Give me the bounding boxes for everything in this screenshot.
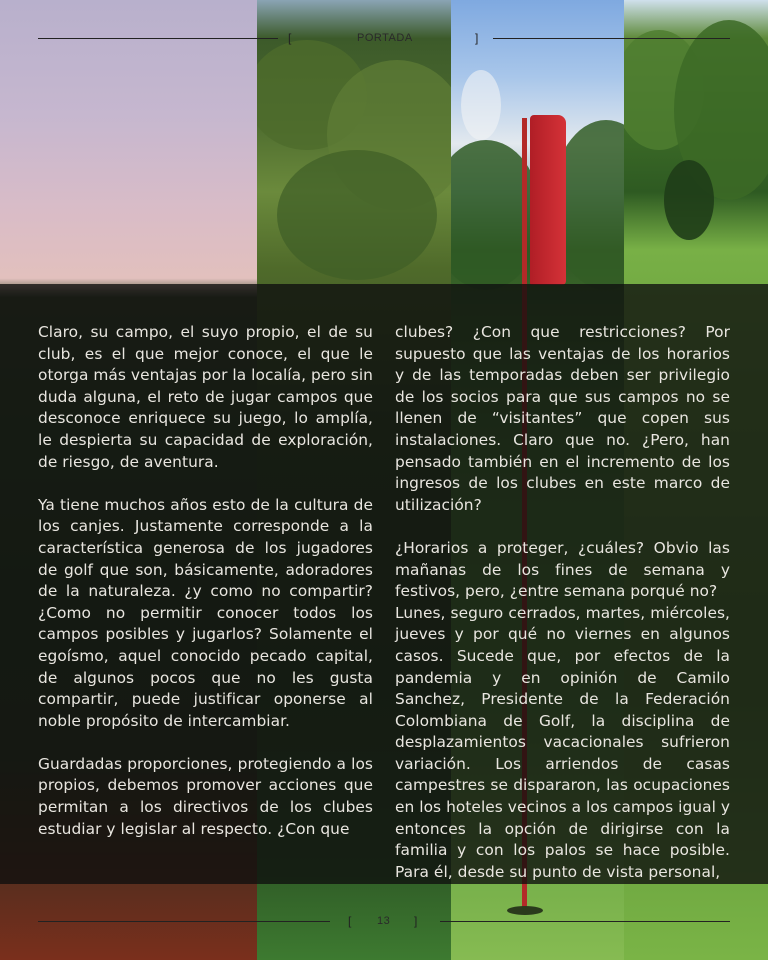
footer-rule-right [440, 921, 730, 922]
paragraph: Guardadas proporciones, protegiendo a los propios, debemos promover acciones que permitan a los directivos de los clubes estudiar y legislar al respecto. ¿Con que [38, 754, 373, 838]
footer-bracket-close: ] [414, 914, 418, 928]
paragraph: ¿Horarios a proteger, ¿cuáles? Obvio las mañanas de los fines de semana y festivos, pero, ¿entre semana porqué no? [395, 538, 730, 601]
page-number: 13 [377, 915, 391, 927]
footer-bracket-open: [ [348, 914, 352, 928]
golf-flag [530, 115, 566, 285]
golf-hole [507, 906, 543, 915]
footer-rule-left [38, 921, 330, 922]
header-rule-right [493, 38, 730, 39]
paragraph: clubes? ¿Con que restricciones? Por supuesto que las ventajas de los horarios y de las temporadas deben ser privilegio de los socios para que sus campos no se llenen de “visitantes” que copen sus instalaciones. Claro que no. ¿Pero, han pensado también en el incremento de los ingresos de los clubes en este marco de utilización? [395, 323, 730, 514]
paragraph: Claro, su campo, el suyo propio, el de su club, es el que mejor conoce, el que le otorga más ventajas por la localía, pero sin duda alguna, el reto de jugar campos que desconoce enriquece su juego, lo amplía, le despierta su capacidad de exploración, de riesgo, de aventura. [38, 323, 373, 471]
section-label: PORTADA [357, 32, 413, 44]
paragraph: Ya tiene muchos años esto de la cultura de los canjes. Justamente corresponde a la característica generosa de los jugadores de golf que son, básicamente, adoradores de la naturaleza. ¿y como no compartir? ¿Como no permitir conocer todos los campos posibles y jugarlos? Solamente el egoísmo, aquel conocido pecado capital, de algunos pocos que no les gusta compartir, puede justificar oponerse al noble propósito de intercambiar. [38, 495, 373, 730]
header-bracket-open: [ [288, 31, 292, 45]
paragraph: Lunes, seguro cerrados, martes, miércoles, jueves y por qué no viernes en algunos casos. Sucede que, por efectos de la pandemia y en opinión de Camilo Sanchez, Presidente de la Federación Colombiana de Golf, la disciplina de desplazamientos vacacionales sufrieron variación. Los arriendos de casas campestres se dispararon, las ocupaciones en los hoteles vecinos a los campos igual y entonces la opción de dirigirse con la familia y con los palos se hace posible. Para él, desde su punto de vista personal, [395, 603, 731, 881]
article-column-left [38, 322, 373, 862]
header-rule-left [38, 38, 278, 39]
header-bracket-close: ] [475, 31, 479, 45]
article-column-right [395, 322, 730, 905]
